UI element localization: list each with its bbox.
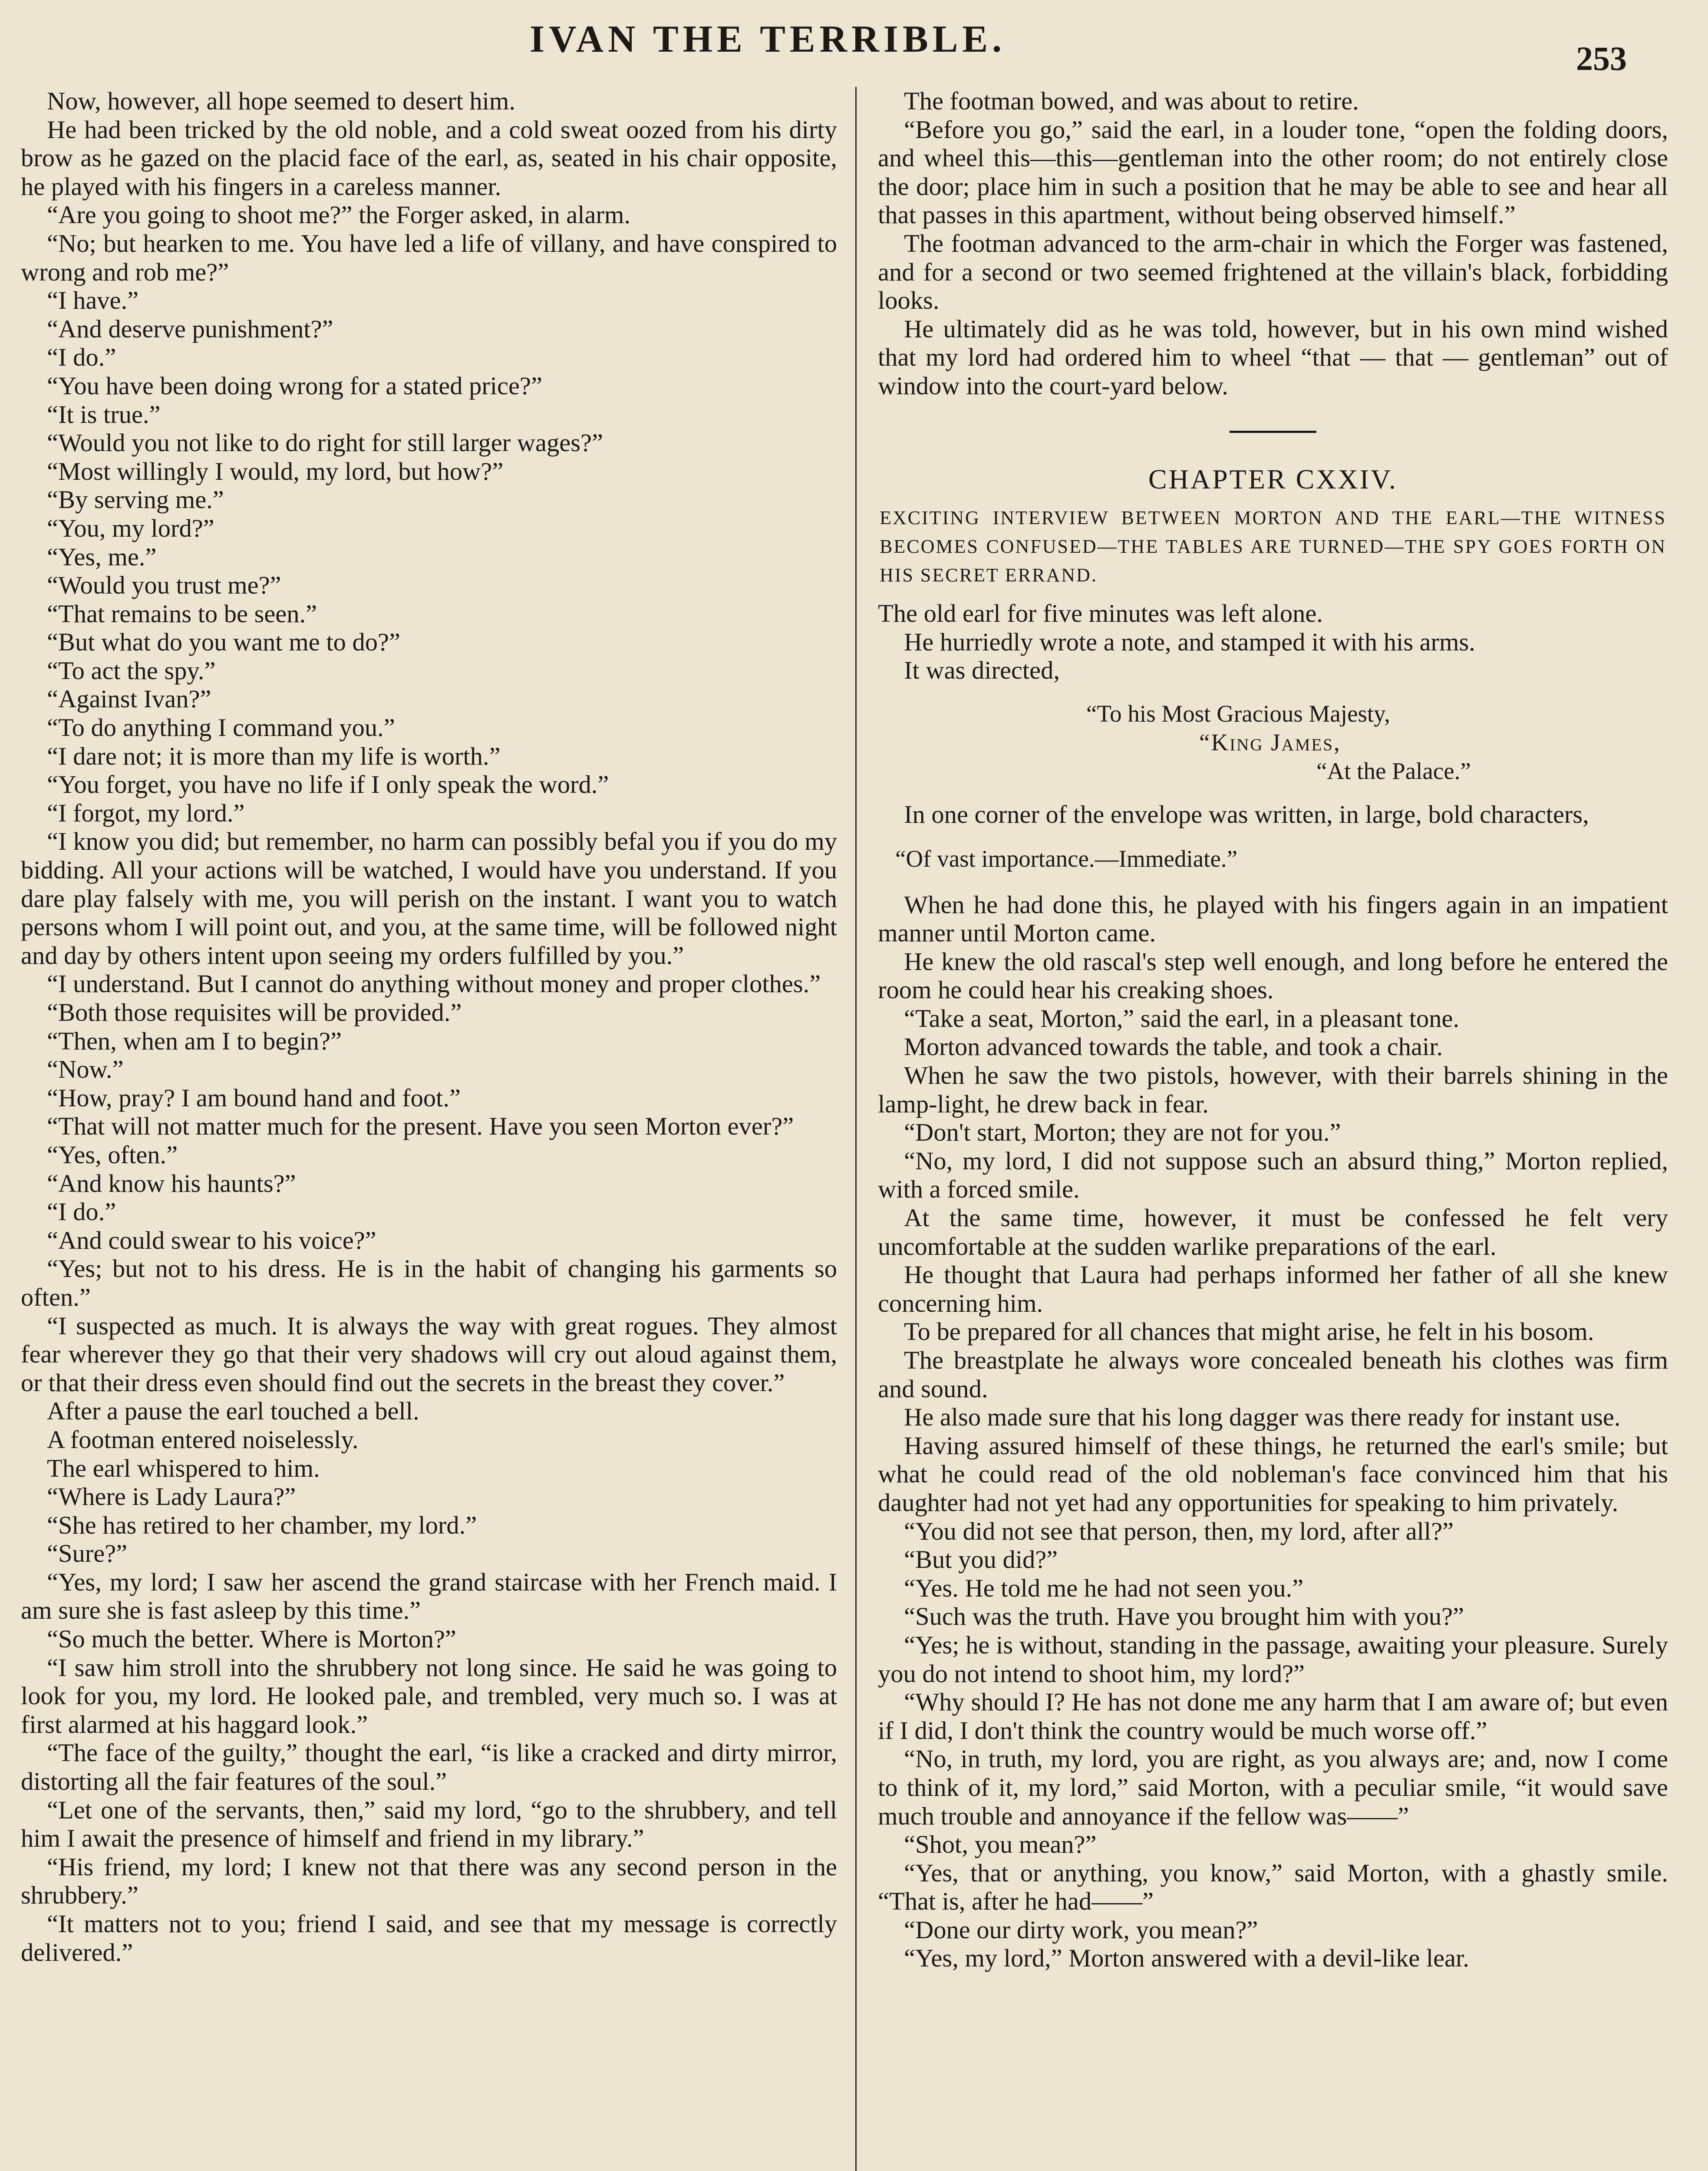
paragraph: “Yes, my lord; I saw her ascend the grand staircase with her French maid. I am sure she is fast asleep by this time.” xyxy=(21,1567,837,1625)
paragraph: “I do.” xyxy=(47,343,116,372)
paragraph: “Both those requisites will be provided.” xyxy=(47,998,462,1026)
paragraph: “To act the spy.” xyxy=(47,656,216,685)
paragraph: “Then, when am I to begin?” xyxy=(47,1026,342,1055)
paragraph: “Before you go,” said the earl, in a louder tone, “open the folding doors, and wheel this—this—gentleman into the other room; do not entirely close the door; place him in such a position that he may be able to see and hear all that passes in this apartment, without being observed himself.” xyxy=(878,115,1668,229)
column-divider xyxy=(855,87,857,2171)
paragraph: He ultimately did as he was told, however, but in his own mind wished that my lord had ordered him to wheel “that — that — gentleman” out of window into the court-yard below. xyxy=(878,314,1668,400)
paragraph: “I know you did; but remember, no harm can possibly befal you if you do my bidding. All your actions will be watched, I would have you understand. If you dare play falsely with me, you will perish on the instant. I want you to watch persons whom I will point out, and you, at the same time, will be followed night and day by others intent upon seeing my orders fulfilled by you.” xyxy=(21,827,837,970)
paragraph: He also made sure that his long dagger was there ready for instant use. xyxy=(904,1403,1621,1432)
paragraph: Now, however, all hope seemed to desert him. xyxy=(47,87,516,115)
paragraph: “I forgot, my lord.” xyxy=(47,798,245,827)
paragraph: “Most willingly I would, my lord, but how?” xyxy=(47,457,504,485)
paragraph: “Let one of the servants, then,” said my lord, “go to the shrubbery, and tell him I await the presence of himself and friend in my library.” xyxy=(21,1795,837,1853)
paragraph: “So much the better. Where is Morton?” xyxy=(47,1625,456,1653)
paragraph: “She has retired to her chamber, my lord.” xyxy=(47,1511,477,1539)
paragraph: He had been tricked by the old noble, and a cold sweat oozed from his dirty brow as he gazed on the placid face of the earl, as, seated in his chair opposite, he played with his fingers in a careless manner. xyxy=(21,115,837,201)
running-title: IVAN THE TERRIBLE. xyxy=(530,18,1006,60)
paragraph: “To do anything I command you.” xyxy=(47,713,395,742)
paragraph: “I saw him stroll into the shrubbery not long since. He said he was going to look for you, my lord. He looked pale, and trembled, very much so. I was at first alarmed at his haggard look.” xyxy=(21,1653,837,1739)
envelope-inscription: “Of vast importance.—Immediate.” xyxy=(895,845,1238,872)
paragraph: “Against Ivan?” xyxy=(47,685,211,713)
paragraph: He knew the old rascal's step well enough, and long before he entered the room he could hear his creaking shoes. xyxy=(878,947,1668,1004)
paragraph: “I dare not; it is more than my life is worth.” xyxy=(47,742,501,770)
paragraph: When he saw the two pistols, however, with their barrels shining in the lamp-light, he drew back in fear. xyxy=(878,1061,1668,1118)
paragraph: “Such was the truth. Have you brought him with you?” xyxy=(904,1602,1464,1631)
paragraph: After a pause the earl touched a bell. xyxy=(47,1397,419,1425)
paragraph: Having assured himself of these things, he returned the earl's smile; but what he could read of the old nobleman's face convinced him that his daughter had not yet had any opportunities for speaking to him privately. xyxy=(878,1431,1668,1517)
paragraph: “Now.” xyxy=(47,1055,124,1084)
paragraph: “Would you trust me?” xyxy=(47,571,281,600)
paragraph: “I understand. But I cannot do anything without money and proper clothes.” xyxy=(47,970,821,998)
paragraph: The earl whispered to him. xyxy=(47,1454,320,1482)
paragraph: “By serving me.” xyxy=(47,485,224,514)
paragraph: “And know his haunts?” xyxy=(47,1169,296,1198)
running-head xyxy=(0,13,1708,77)
paragraph: “I do.” xyxy=(47,1198,116,1226)
letter-address xyxy=(878,699,1668,785)
paragraph: “Where is Lady Laura?” xyxy=(47,1482,296,1511)
paragraph: “You, my lord?” xyxy=(47,514,214,542)
chapter-summary: EXCITING INTERVIEW BETWEEN MORTON AND THE EARL—THE WITNESS BECOMES CONFUSED—THE TABLES ARE TURNED—THE SPY GOES FORTH ON HIS SECRET ERRAND. xyxy=(880,507,1666,586)
paragraph: “No, my lord, I did not suppose such an absurd thing,” Morton replied, with a forced smile. xyxy=(878,1146,1668,1204)
paragraph: The footman advanced to the arm-chair in which the Forger was fastened, and for a second or two seemed frightened at the villain's black, forbidding looks. xyxy=(878,229,1668,315)
paragraph: “Yes, me.” xyxy=(47,542,157,571)
paragraph: “No, in truth, my lord, you are right, as you always are; and, now I come to think of it, my lord,” said Morton, with a peculiar smile, “it would save much trouble and annoyance if the fellow was——” xyxy=(878,1745,1668,1830)
paragraph: “Shot, you mean?” xyxy=(904,1830,1097,1859)
paragraph: “I suspected as much. It is always the way with great rogues. They almost fear wherever they go that their very shadows will cry out aloud against them, or that their dress even should find out the secrets in the breast they cover.” xyxy=(21,1311,837,1397)
paragraph: To be prepared for all chances that might arise, he felt in his bosom. xyxy=(904,1317,1594,1346)
chapter-body xyxy=(878,891,1668,1973)
paragraph: He thought that Laura had perhaps informed her father of all she knew concerning him. xyxy=(878,1260,1668,1317)
paragraph: “It matters not to you; friend I said, and see that my message is correctly delivered.” xyxy=(21,1910,837,1966)
address-line: “At the Palace.” xyxy=(1316,757,1471,784)
paragraph: When he had done this, he played with his fingers again in an impatient manner until Morton came. xyxy=(878,890,1668,947)
paragraph: “Yes; he is without, standing in the passage, awaiting your pleasure. Surely you do not intend to shoot him, my lord?” xyxy=(878,1630,1668,1688)
paragraph: “Are you going to shoot me?” the Forger asked, in alarm. xyxy=(47,201,631,229)
paragraph: He hurriedly wrote a note, and stamped it with his arms. xyxy=(904,627,1475,656)
paragraph: “And deserve punishment?” xyxy=(47,314,333,343)
paragraph: “And could swear to his voice?” xyxy=(47,1226,376,1254)
paragraph: A footman entered noiselessly. xyxy=(47,1425,359,1454)
page-number: 253 xyxy=(1576,40,1627,77)
paragraph: “Yes, that or anything, you know,” said Morton, with a ghastly smile. “That is, after he had——” xyxy=(878,1858,1668,1916)
paragraph: “But you did?” xyxy=(904,1545,1058,1574)
right-column-intro xyxy=(878,87,1668,400)
paragraph: The footman bowed, and was about to retire. xyxy=(904,87,1359,115)
chapter-title: CHAPTER CXXIV. xyxy=(1148,463,1398,495)
paragraph: “Yes, often.” xyxy=(47,1140,178,1169)
paragraph: “That remains to be seen.” xyxy=(47,599,317,628)
paragraph: “Take a seat, Morton,” said the earl, in a pleasant tone. xyxy=(904,1004,1460,1033)
address-line: “To his Most Gracious Majesty, xyxy=(1086,700,1390,727)
paragraph: “Would you not like to do right for still larger wages?” xyxy=(47,429,603,457)
paragraph: “You forget, you have no life if I only speak the word.” xyxy=(47,770,609,799)
paragraph: At the same time, however, it must be confessed he felt very uncomfortable at the sudden warlike preparations of the earl. xyxy=(878,1204,1668,1260)
paragraph: “Yes. He told me he had not seen you.” xyxy=(904,1574,1304,1602)
paragraph: “The face of the guilty,” thought the earl, “is like a cracked and dirty mirror, distorting all the fair features of the soul.” xyxy=(21,1739,837,1796)
paragraph: “No; but hearken to me. You have led a life of villany, and have conspired to wrong and rob me?” xyxy=(21,229,837,286)
paragraph: “You have been doing wrong for a stated price?” xyxy=(47,371,542,400)
paragraph: In one corner of the envelope was written, in large, bold characters, xyxy=(904,800,1589,828)
paragraph: “I have.” xyxy=(47,286,139,315)
paragraph: “It is true.” xyxy=(47,400,161,429)
paragraph: “But what do you want me to do?” xyxy=(47,628,400,657)
paragraph: “His friend, my lord; I knew not that there was any second person in the shrubbery.” xyxy=(21,1852,837,1910)
paragraph: “That will not matter much for the present. Have you seen Morton ever?” xyxy=(47,1112,794,1141)
section-rule xyxy=(1230,431,1316,433)
paragraph: Morton advanced towards the table, and took a chair. xyxy=(904,1033,1443,1061)
paragraph: “You did not see that person, then, my lord, after all?” xyxy=(904,1517,1454,1545)
paragraph: “Don't start, Morton; they are not for you.” xyxy=(904,1118,1341,1147)
paragraph: The breastplate he always wore concealed beneath his clothes was firm and sound. xyxy=(878,1346,1668,1403)
paragraph: “Done our dirty work, you mean?” xyxy=(904,1915,1258,1944)
address-line: “King James, xyxy=(1199,729,1341,756)
chapter-opening xyxy=(878,599,1668,685)
paragraph: “Why should I? He has not done me any harm that I am aware of; but even if I did, I don't think the country would be much worse off.” xyxy=(878,1688,1668,1745)
paragraph: It was directed, xyxy=(904,656,1060,685)
paragraph: The old earl for five minutes was left alone. xyxy=(878,599,1323,628)
paragraph: “Yes, my lord,” Morton answered with a devil-like lear. xyxy=(904,1944,1469,1973)
left-column xyxy=(21,87,837,2171)
paragraph: “Sure?” xyxy=(47,1539,128,1568)
paragraph: “How, pray? I am bound hand and foot.” xyxy=(47,1083,461,1112)
paragraph: “Yes; but not to his dress. He is in the habit of changing his garments so often.” xyxy=(21,1254,837,1311)
right-column xyxy=(878,87,1668,2171)
